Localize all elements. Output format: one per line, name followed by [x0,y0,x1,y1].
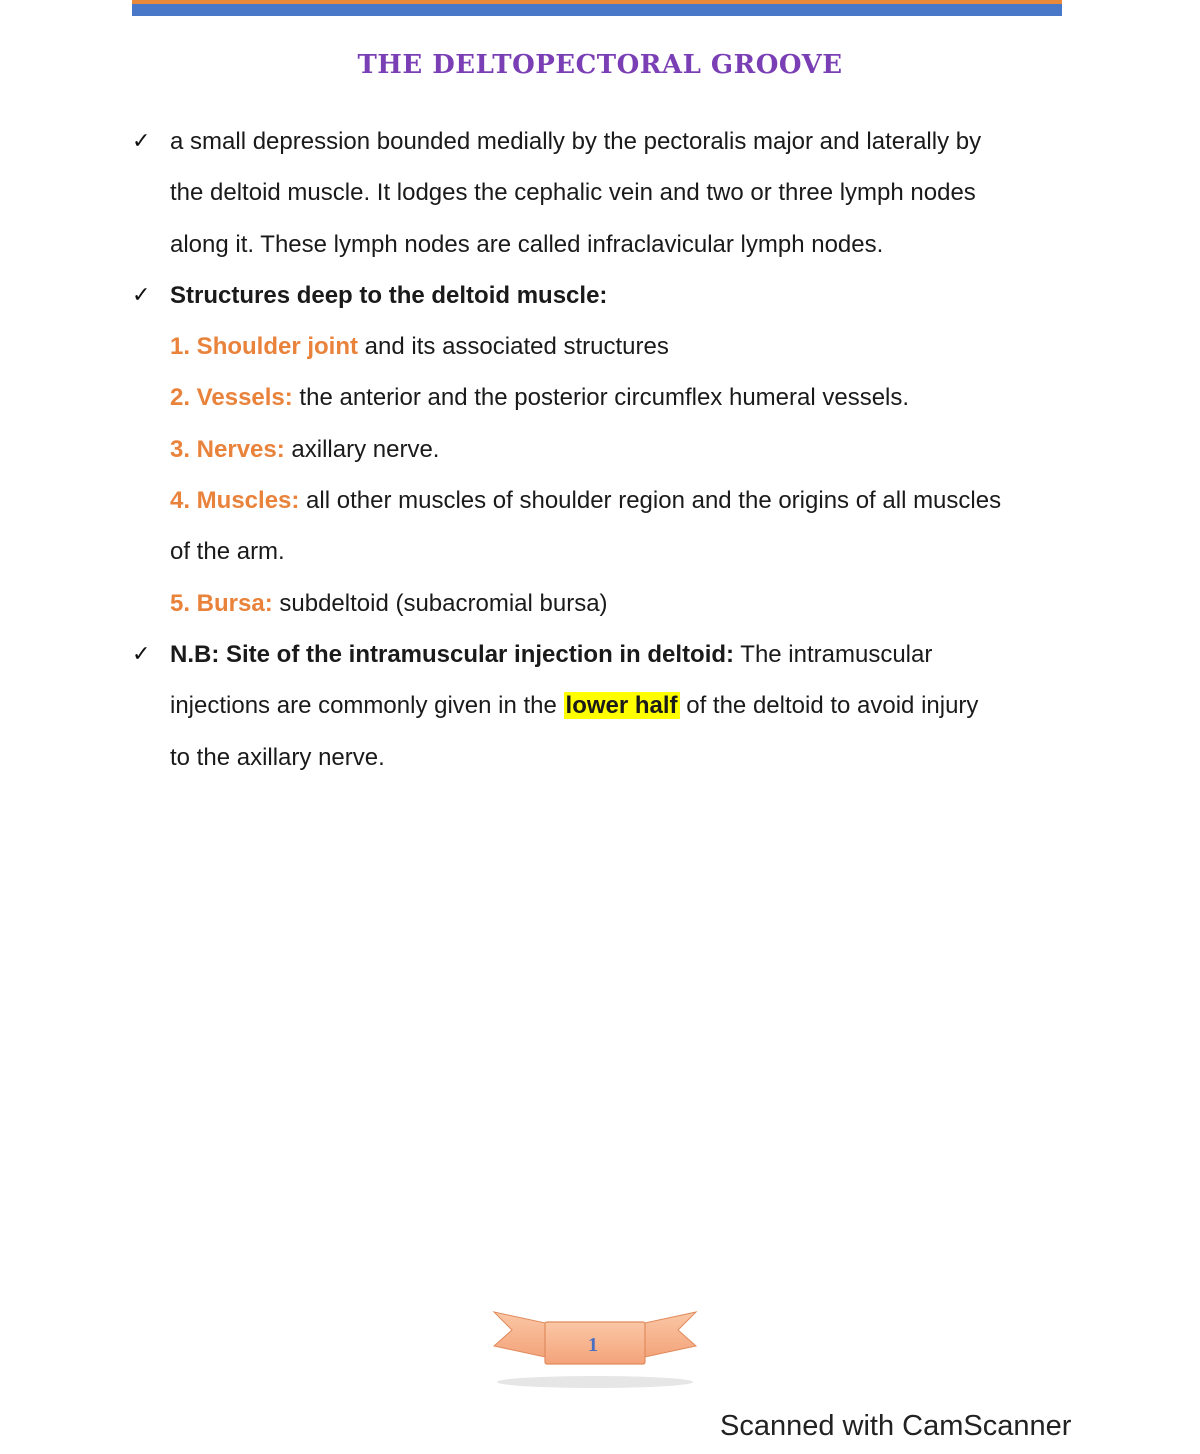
document-body [132,116,1072,783]
bullet-1-line-1: ✓ a small depression bounded medially by the pectoralis major and laterally by [132,116,1072,167]
scanner-watermark: Scanned with CamScanner [720,1410,1072,1442]
list-item-continuation: of the arm. [170,538,285,566]
check-mark-icon: ✓ [132,282,151,308]
list-item: 4. Muscles: all other muscles of shoulder region and the origins of all muscles [170,487,1002,515]
list-item: 1. Shoulder joint and its associated structures [170,333,669,361]
page-title: THE DELTOPECTORAL GROOVE [357,50,843,80]
bullet-2-heading: ✓ Structures deep to the deltoid muscle: [132,270,1072,321]
bullet-1-line-3: along it. These lymph nodes are called infraclavicular lymph nodes. [170,230,884,258]
list-item: 3. Nerves: axillary nerve. [170,435,440,463]
header-rule-blue [132,4,1062,16]
bullet-3-line-2: injections are commonly given in the lower half of the deltoid to avoid injury [170,692,979,720]
bullet-1-line-2: the deltoid muscle. It lodges the cephalic vein and two or three lymph nodes [170,179,976,207]
header-rule [132,0,1062,16]
check-mark-icon: ✓ [132,641,151,667]
list-item: 2. Vessels: the anterior and the posterior circumflex humeral vessels. [170,384,910,412]
bullet-3-line-1: ✓ N.B: Site of the intramuscular injection in deltoid: The intramuscular [132,629,1072,680]
list-item: 5. Bursa: subdeltoid (subacromial bursa) [170,589,608,617]
bullet-3-line-3: to the axillary nerve. [170,743,385,771]
check-mark-icon: ✓ [132,129,151,154]
highlighted-text: lower half [565,692,678,720]
page-number: 1 [588,1334,598,1356]
